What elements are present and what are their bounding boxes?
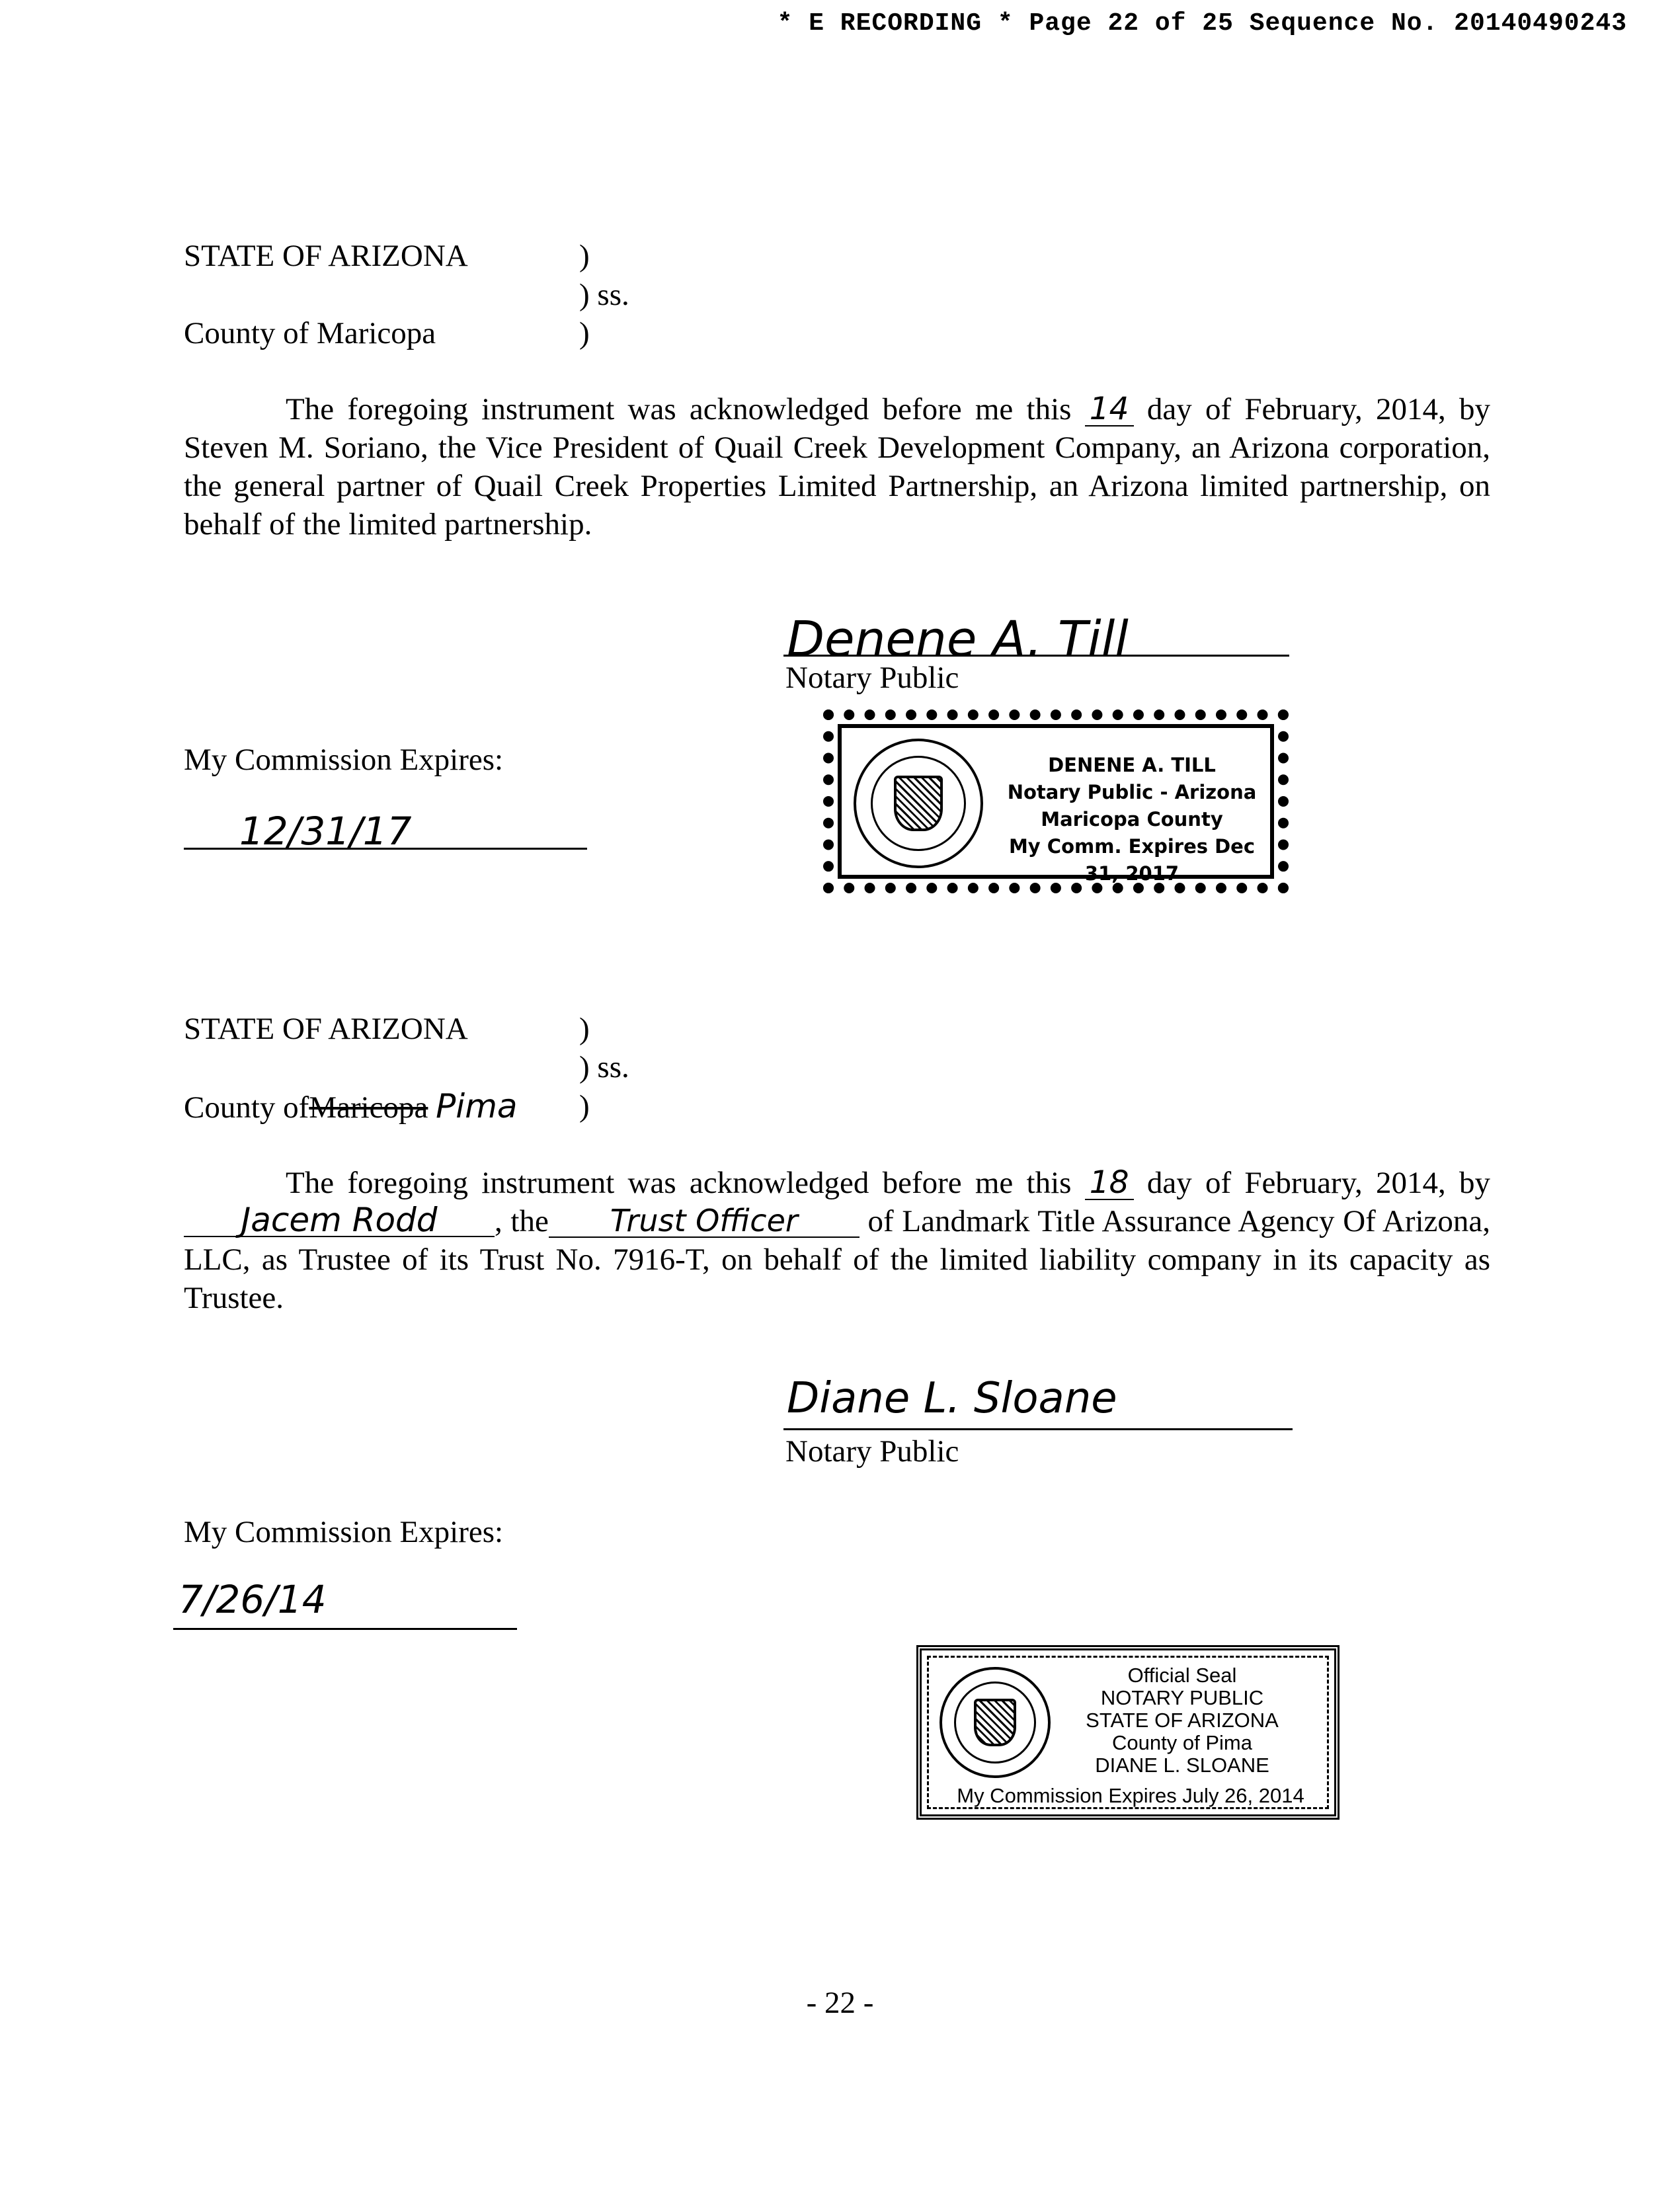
commission-date-2: 7/26/14 [179,1577,327,1622]
paren-1c: ) [579,316,590,350]
county-struck-2: Maricopa [309,1090,428,1125]
signature-line-1 [783,655,1289,657]
ack-text-1b: day of February, 2014, by Steven M. Soriano, the Vice President of Quail Creek Development Company, an Arizona corporation, the general partner of Quail Creek Properties Limited Partnership, an Arizona limited partnership, on behalf of the limited partnership. [184,392,1491,542]
stamp1-expires: My Comm. Expires Dec 31, 2017 [1008,835,1256,885]
stamp1-name: DENENE A. TILL [1048,754,1216,776]
notary-signature-2: Diane L. Sloane [787,1374,1117,1423]
notary-public-label-1: Notary Public [785,661,959,695]
county-prefix-2: County of [184,1090,309,1125]
ack-text-1a: The foregoing instrument was acknowledged before me this [286,392,1072,426]
arizona-seal-icon [854,739,983,868]
commission-line-1 [184,848,587,850]
state-label-2: STATE OF ARIZONA [184,1012,468,1046]
ack-text-2c: , the [495,1204,549,1238]
ack-text-2a: The foregoing instrument was acknowledged before me this [286,1166,1072,1200]
arizona-seal-icon-2 [940,1667,1051,1778]
ack-signer-title-2: Trust Officer [549,1205,860,1238]
stamp1-county: Maricopa County [1041,808,1223,831]
notary-stamp-2 [916,1645,1340,1820]
commission-label-1: My Commission Expires: [184,743,504,777]
stamp1-title: Notary Public - Arizona [1007,781,1257,803]
commission-line-2 [173,1628,517,1630]
ss-label-2: ) ss. [579,1050,629,1084]
page-number: - 22 - [806,1986,874,2020]
ack-text-2b: day of February, 2014, by [1146,1166,1491,1200]
county-label-2 [184,1087,518,1127]
ack-day-1: 14 [1085,393,1134,426]
ack-day-2: 18 [1085,1167,1134,1200]
commission-date-1: 12/31/17 [239,809,412,854]
paren-1a: ) [579,239,590,273]
stamp2-line2: NOTARY PUBLIC [1100,1686,1264,1709]
ss-label-1: ) ss. [579,278,629,312]
recording-header: * E RECORDING * Page 22 of 25 Sequence No. 20140490243 [777,9,1627,38]
county-label-1: County of Maricopa [184,316,436,350]
notary-stamp-1 [823,709,1289,893]
ack-signer-name-2: Jacem Rodd [184,1204,495,1237]
acknowledgment-paragraph-2 [184,1164,1490,1317]
county-handwritten-2: Pima [436,1087,518,1125]
commission-label-2: My Commission Expires: [184,1515,504,1549]
paren-2a: ) [579,1012,590,1046]
paren-2c: ) [579,1089,590,1123]
notary-public-label-2: Notary Public [785,1434,959,1469]
state-label-1: STATE OF ARIZONA [184,239,468,273]
stamp2-line4: County of Pima [1112,1731,1252,1754]
signature-line-2 [783,1428,1293,1430]
ack-text-2d: of Landmark Title Assurance Agency Of Arizona, LLC, as Trustee of its Trust No. 7916-T, on behalf of the limited liability company in its capacity as Trustee. [184,1204,1491,1315]
acknowledgment-paragraph-1 [184,390,1490,544]
stamp2-line6: My Commission Expires July 26, 2014 [957,1784,1304,1807]
stamp2-line1: Official Seal [1127,1664,1237,1687]
stamp2-line3: STATE OF ARIZONA [1086,1709,1279,1732]
stamp2-line5: DIANE L. SLOANE [1095,1754,1269,1777]
notary-signature-1: Denene A. Till [787,611,1129,668]
